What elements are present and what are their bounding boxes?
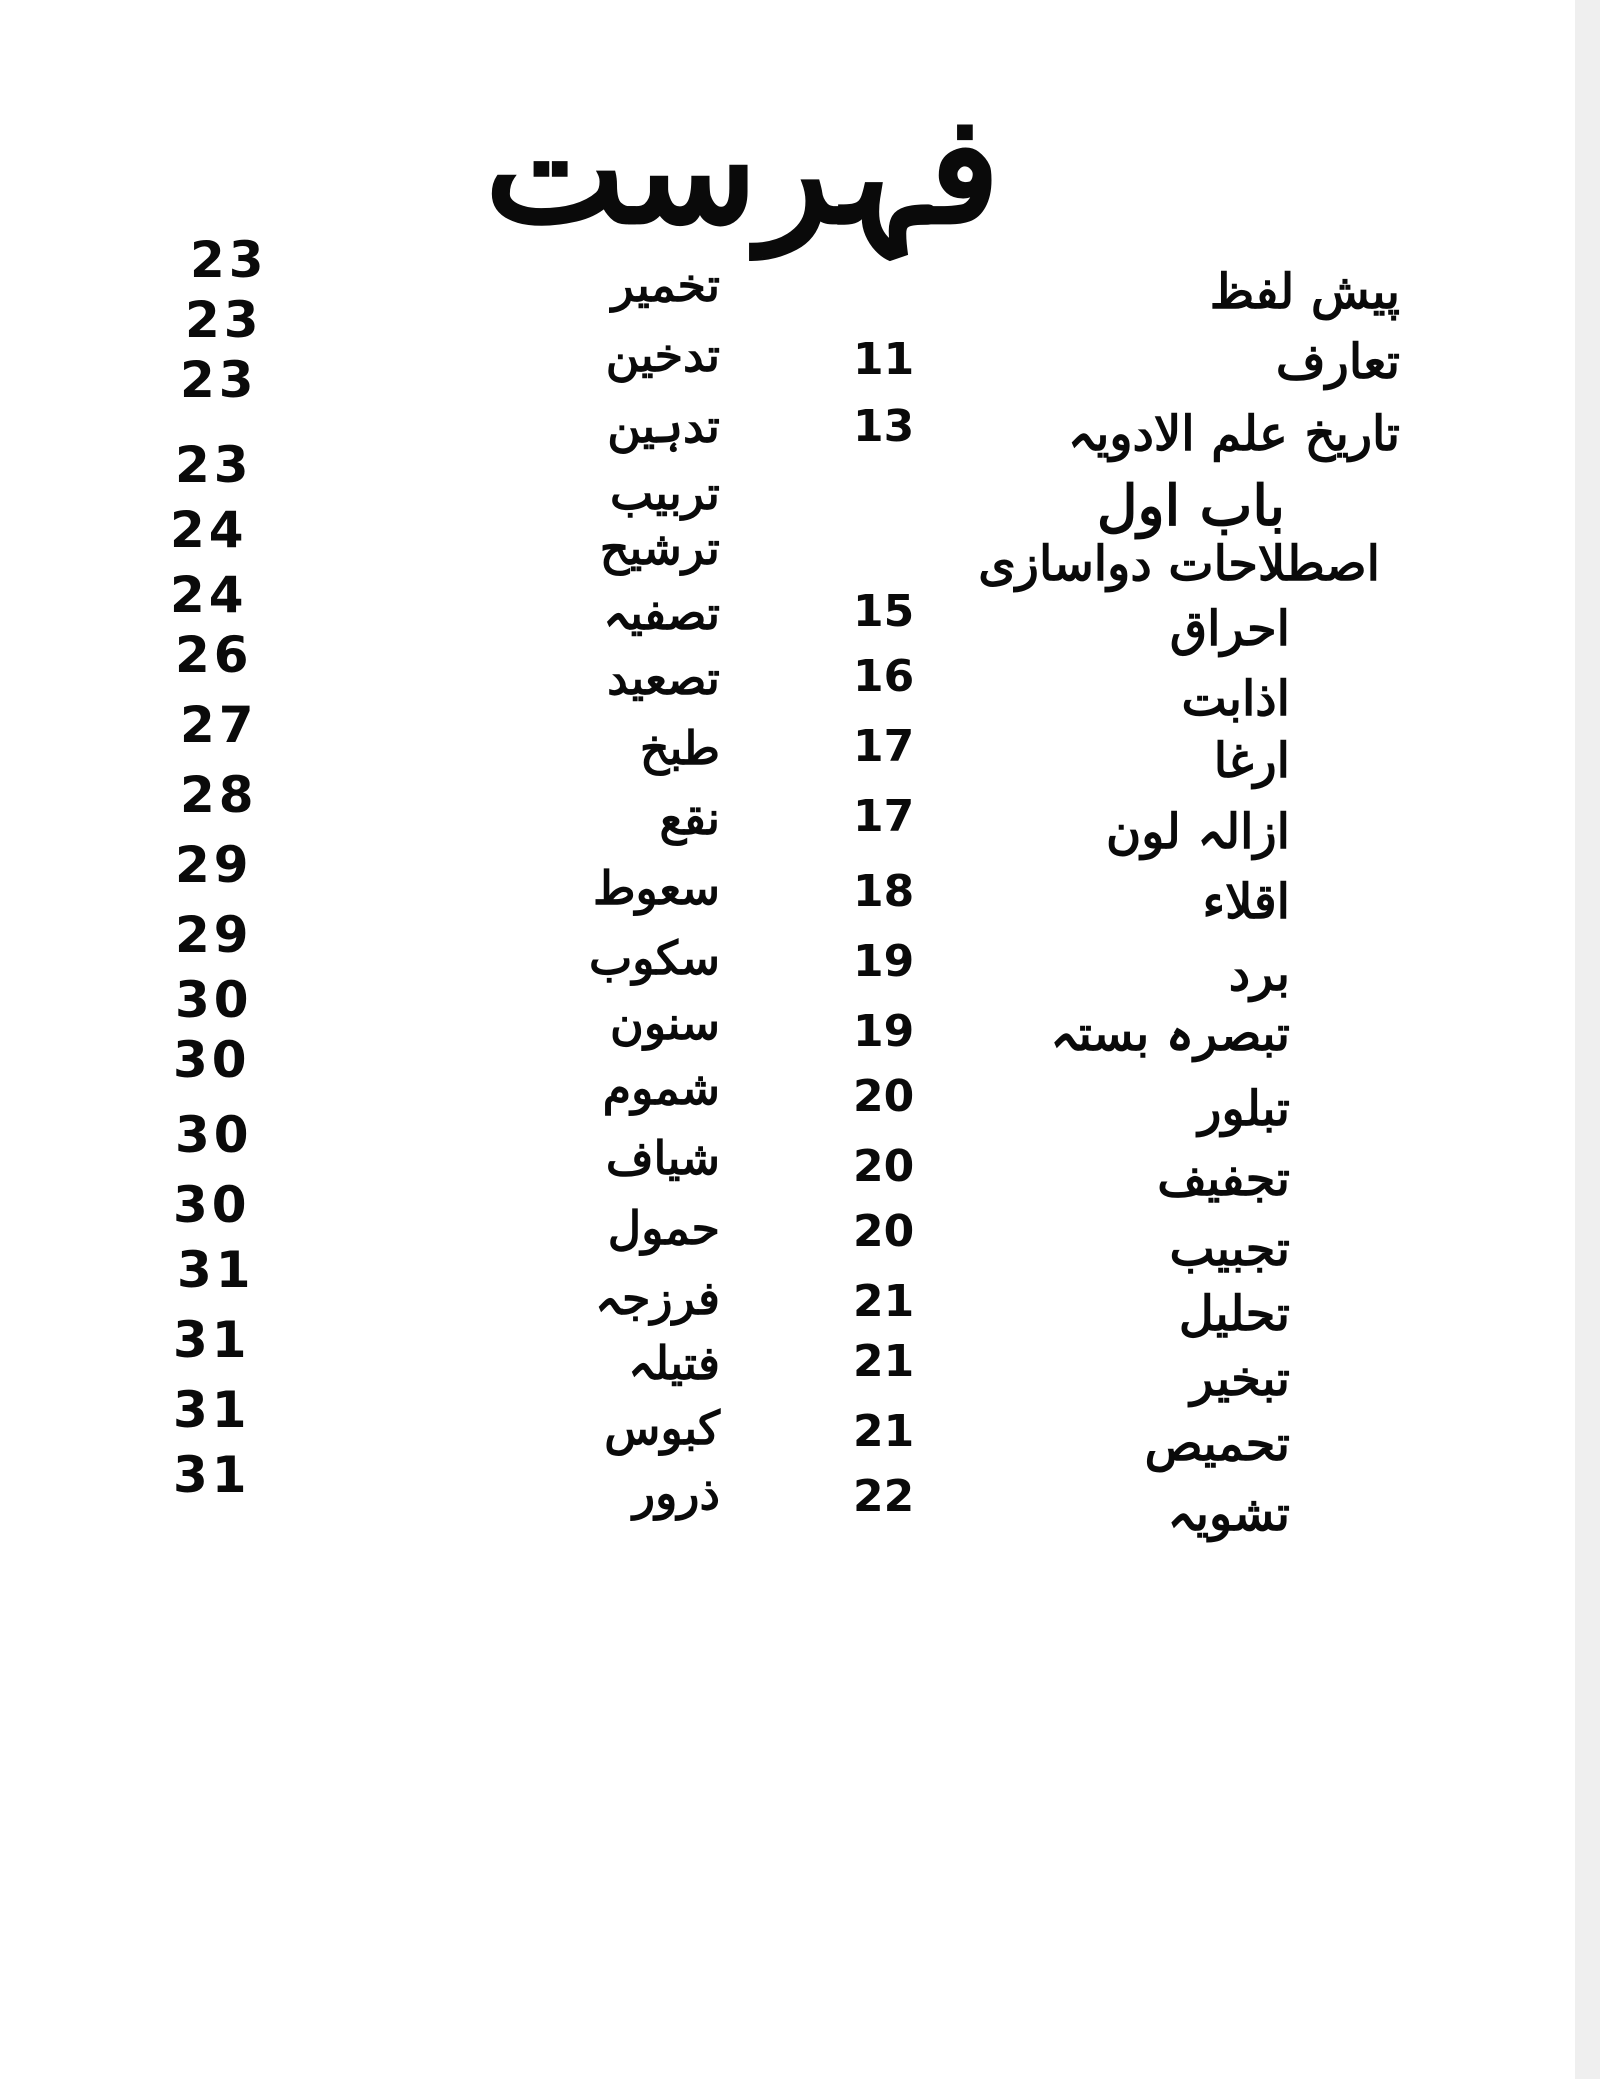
page-number: 31 xyxy=(173,1381,251,1439)
page-number: 23 xyxy=(175,436,253,494)
toc-entry-label: تدہین xyxy=(607,399,720,453)
page-number: 17 xyxy=(853,721,915,772)
page-number: 20 xyxy=(853,1206,915,1257)
toc-entry-label: تخمیر xyxy=(611,258,720,312)
page-number: 21 xyxy=(853,1406,915,1457)
page-number: 29 xyxy=(175,836,253,894)
page-number: 22 xyxy=(853,1471,915,1522)
toc-entry-label: تحلیل xyxy=(1178,1286,1290,1342)
toc-entry-label: تشویہ xyxy=(1167,1486,1290,1542)
toc-entry-label: اقلاء xyxy=(1202,874,1290,930)
page-number: 13 xyxy=(853,401,915,452)
toc-entry-label: پیش لفظ xyxy=(1209,264,1400,320)
page-number: 11 xyxy=(853,334,915,385)
toc-entry-label: شموم xyxy=(602,1061,720,1115)
page-number: 30 xyxy=(173,1176,251,1234)
page-number: 23 xyxy=(180,351,258,409)
left-entries-column xyxy=(520,0,720,2079)
page-number: 30 xyxy=(175,971,253,1029)
chapter-heading: باب اول xyxy=(1096,473,1285,539)
toc-entry-label: تصعید xyxy=(607,651,720,705)
toc-entry-label: احراق xyxy=(1169,601,1290,657)
page-number: 26 xyxy=(175,626,253,684)
toc-entry-label: ذرور xyxy=(632,1466,720,1520)
page-number: 23 xyxy=(190,231,268,289)
toc-entry-label: ترشیح xyxy=(599,521,720,575)
toc-entry-label: تبلور xyxy=(1198,1081,1290,1137)
toc-entry-label: فرزجہ xyxy=(595,1271,720,1325)
toc-entry-label: تصفیہ xyxy=(603,586,720,640)
toc-entry-label: طبخ xyxy=(639,721,720,775)
toc-entry-label: تبصرہ بستہ xyxy=(1050,1006,1290,1062)
page-number: 21 xyxy=(853,1276,915,1327)
page-number: 16 xyxy=(853,651,915,702)
toc-entry-label: تجفیف xyxy=(1157,1151,1290,1207)
toc-entry-label: اذابت xyxy=(1181,671,1290,727)
page-number: 24 xyxy=(170,566,248,624)
toc-entry-label: تجبیب xyxy=(1169,1221,1290,1277)
page-number: 28 xyxy=(180,766,258,824)
toc-entry-label: نقع xyxy=(659,791,720,845)
toc-entry-label: ارغا xyxy=(1213,733,1290,789)
page-number: 24 xyxy=(170,501,248,559)
toc-entry-label: تبخیر xyxy=(1190,1351,1290,1407)
page-number: 19 xyxy=(853,1006,915,1057)
page-number: 21 xyxy=(853,1336,915,1387)
toc-entry-label: کبوس xyxy=(604,1401,720,1455)
page-number: 20 xyxy=(853,1141,915,1192)
right-page-numbers-column xyxy=(820,0,940,2079)
toc-entry-label: تحمیص xyxy=(1144,1416,1290,1472)
page-number: 30 xyxy=(175,1106,253,1164)
page-number: 19 xyxy=(853,936,915,987)
page-title: فہرست xyxy=(484,82,1000,258)
page-number: 17 xyxy=(853,791,915,842)
toc-entry-label: برد xyxy=(1228,946,1290,1002)
toc-entry-label: ازالہ لون xyxy=(1106,804,1290,860)
toc-entry-label: فتیلہ xyxy=(628,1336,720,1390)
right-entries-column xyxy=(900,0,1400,2079)
page-number: 15 xyxy=(853,586,915,637)
page-number: 20 xyxy=(853,1071,915,1122)
toc-entry-label: تاریخ علم الادویہ xyxy=(1067,406,1400,462)
page-number: 27 xyxy=(180,696,258,754)
section-heading: اصطلاحات دواسازی xyxy=(978,536,1380,592)
toc-entry-label: شیاف xyxy=(605,1131,720,1185)
toc-entry-label: تدخین xyxy=(605,328,720,382)
toc-entry-label: حمول xyxy=(607,1201,720,1255)
left-page-numbers-column xyxy=(165,0,285,2079)
toc-entry-label: سعوط xyxy=(592,861,720,915)
page-number: 31 xyxy=(173,1311,251,1369)
page-number: 23 xyxy=(185,291,263,349)
page-number: 31 xyxy=(177,1241,255,1299)
toc-entry-label: تربیب xyxy=(609,466,720,520)
toc-entry-label: سنون xyxy=(610,996,720,1050)
toc-entry-label: سکوب xyxy=(588,931,720,985)
toc-entry-label: تعارف xyxy=(1275,334,1400,390)
page-number: 18 xyxy=(853,866,915,917)
page-margin-strip xyxy=(1575,0,1600,2079)
page-number: 31 xyxy=(173,1446,251,1504)
page-number: 29 xyxy=(175,906,253,964)
page-number: 30 xyxy=(173,1031,251,1089)
